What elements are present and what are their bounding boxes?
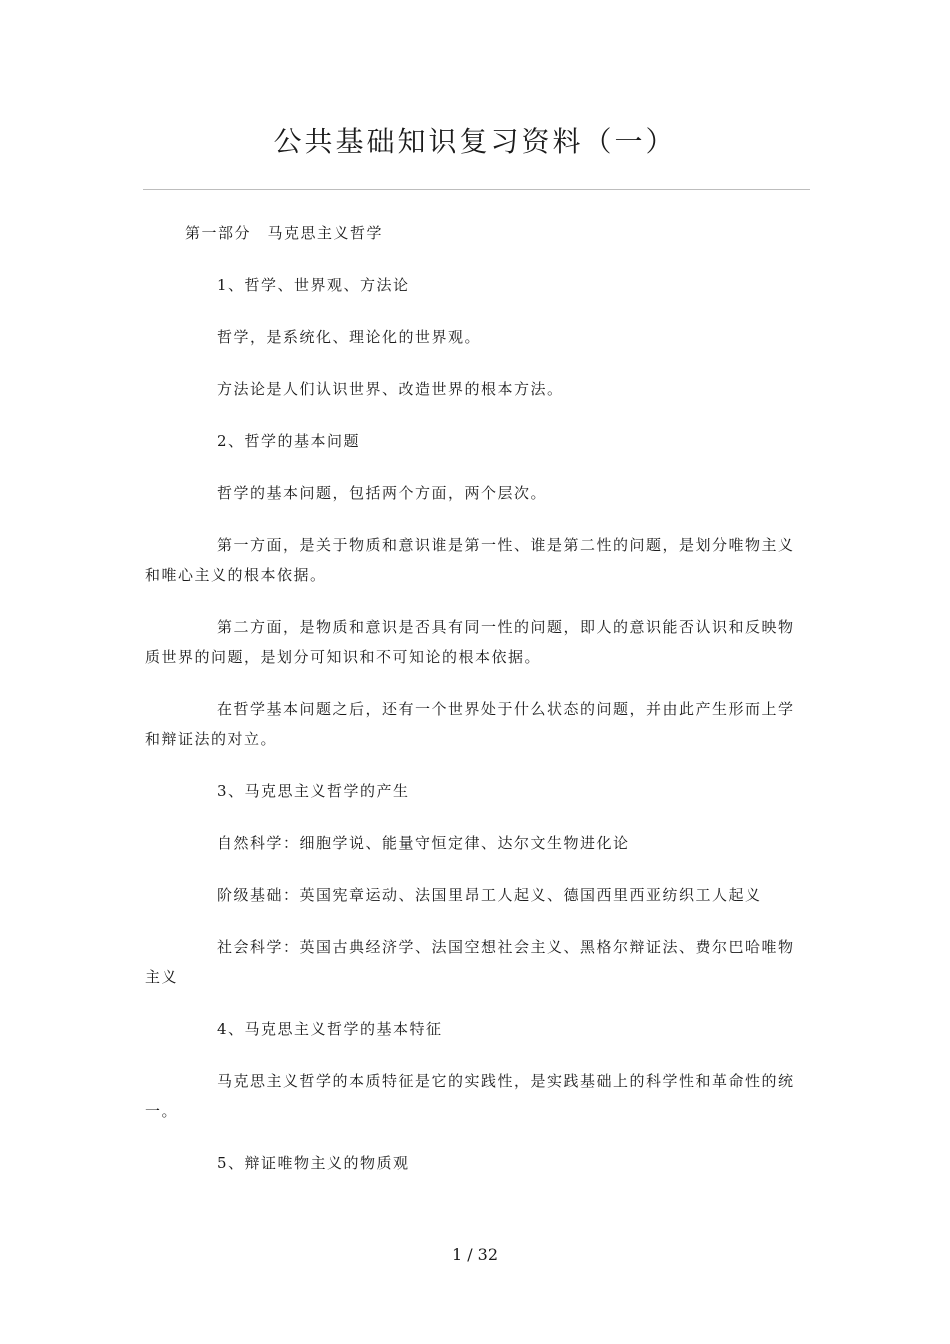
paragraph: 方法论是人们认识世界、改造世界的根本方法。 xyxy=(217,380,564,398)
section-heading: 4、马克思主义哲学的基本特征 xyxy=(217,1020,443,1038)
document-body xyxy=(145,218,805,1200)
section-heading: 3、马克思主义哲学的产生 xyxy=(217,782,410,800)
paragraph: 第二方面，是物质和意识是否具有同一性的问题，即人的意识能否认识和反映物质世界的问题，是划分可知识和不可知论的根本依据。 xyxy=(145,618,795,666)
paragraph: 社会科学：英国古典经济学、法国空想社会主义、黑格尔辩证法、费尔巴哈唯物主义 xyxy=(145,938,795,986)
section-heading: 5、辩证唯物主义的物质观 xyxy=(217,1154,410,1172)
paragraph: 哲学，是系统化、理论化的世界观。 xyxy=(217,328,482,346)
paragraph: 阶级基础：英国宪章运动、法国里昂工人起义、德国西里西亚纺织工人起义 xyxy=(217,886,762,904)
title-divider xyxy=(143,189,810,190)
paragraph: 第一方面，是关于物质和意识谁是第一性、谁是第二性的问题，是划分唯物主义和唯心主义的根本依据。 xyxy=(145,536,795,584)
page-title: 公共基础知识复习资料（一） xyxy=(273,125,677,158)
section-heading: 1、哲学、世界观、方法论 xyxy=(217,276,410,294)
paragraph: 哲学的基本问题，包括两个方面，两个层次。 xyxy=(217,484,548,502)
section-heading: 2、哲学的基本问题 xyxy=(217,432,361,450)
page-number: 1 / 32 xyxy=(451,1245,499,1264)
paragraph: 自然科学：细胞学说、能量守恒定律、达尔文生物进化论 xyxy=(217,834,630,852)
paragraph: 在哲学基本问题之后，还有一个世界处于什么状态的问题，并由此产生形而上学和辩证法的对立。 xyxy=(145,700,795,748)
paragraph: 马克思主义哲学的本质特征是它的实践性，是实践基础上的科学性和革命性的统一。 xyxy=(145,1072,795,1120)
part-heading: 第一部分 马克思主义哲学 xyxy=(185,224,384,242)
